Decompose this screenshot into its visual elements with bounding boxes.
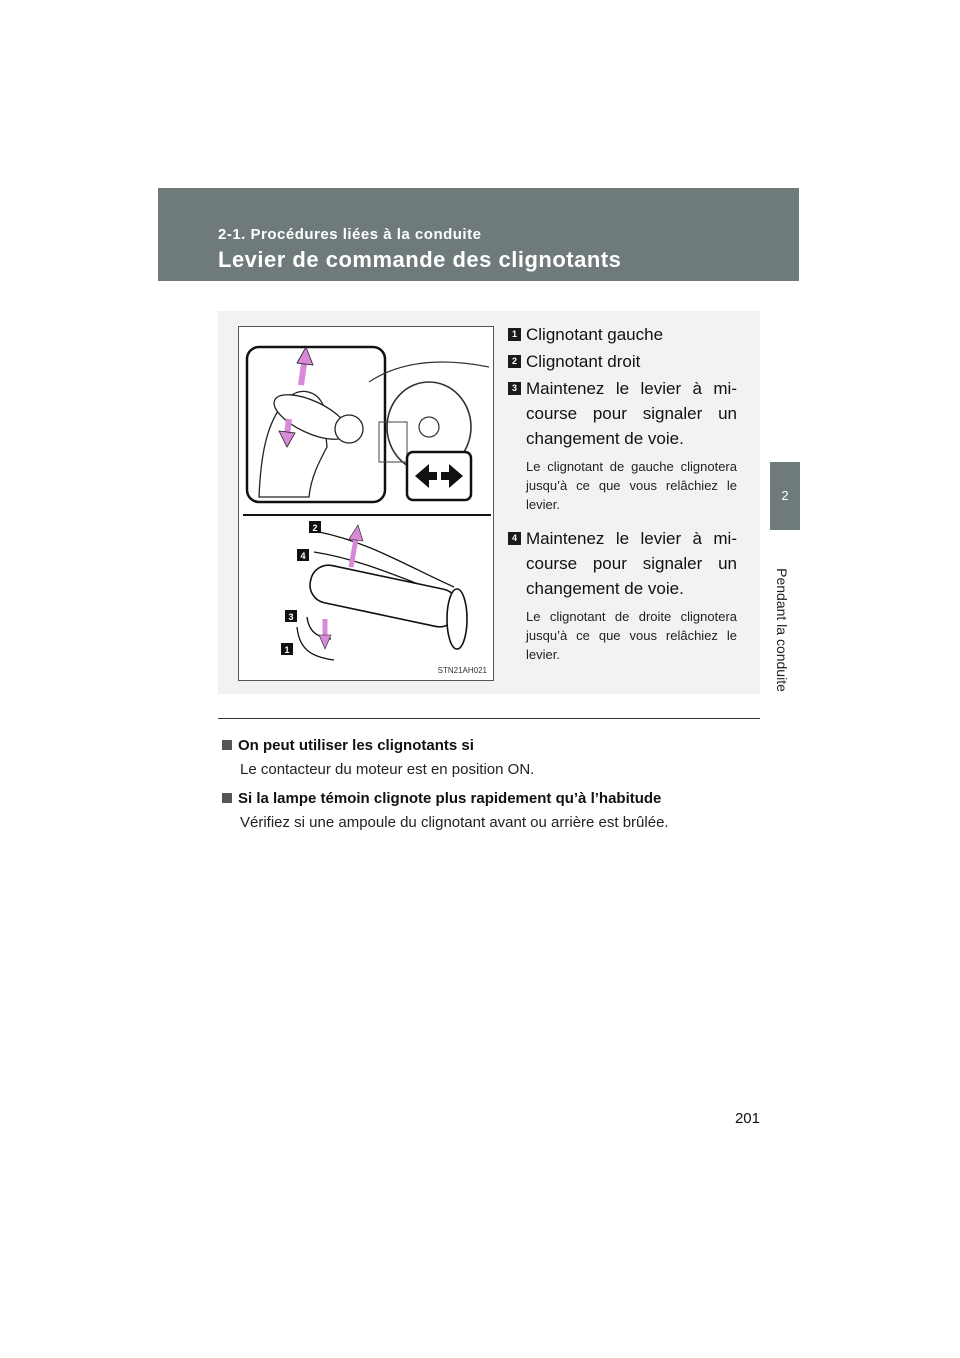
info-body-2: Vérifiez si une ampoule du clignotant avant ou arrière est brûlée. bbox=[240, 814, 669, 831]
step-number: 2 bbox=[508, 355, 521, 368]
figure-label-text: 2 bbox=[312, 523, 318, 533]
figure-label-text: 4 bbox=[300, 551, 306, 561]
lever-end bbox=[447, 589, 467, 649]
figure-label-text: 1 bbox=[284, 645, 290, 655]
step-number: 4 bbox=[508, 532, 521, 545]
divider bbox=[218, 718, 760, 719]
page-number: 201 bbox=[734, 1110, 760, 1127]
dash-line bbox=[369, 362, 489, 382]
chapter-number: 2 bbox=[781, 488, 789, 503]
chapter-tab[interactable] bbox=[770, 462, 800, 530]
info-body-1: Le contacteur du moteur est en position ON. bbox=[240, 761, 535, 778]
step-4-note: Le clignotant de droite clignotera jusqu’à ce que vous relâchiez le levier. bbox=[526, 609, 737, 662]
figure-code: STN21AH021 bbox=[437, 666, 487, 675]
page-title: Levier de commande des clignotants bbox=[218, 247, 622, 272]
step-2 bbox=[508, 349, 737, 374]
step-text: Clignotant gauche bbox=[526, 325, 664, 344]
bullet-square-icon bbox=[222, 740, 232, 750]
figure-label-text: 3 bbox=[288, 612, 294, 622]
step-list bbox=[508, 322, 737, 676]
turn-signal-illustration bbox=[238, 326, 494, 681]
step-3-note: Le clignotant de gauche clignotera jusqu’à ce que vous relâchiez le levier. bbox=[526, 459, 737, 512]
lever-base bbox=[335, 415, 363, 443]
up-arrow-2-icon bbox=[349, 525, 363, 541]
info-heading-2: Si la lampe témoin clignote plus rapidement qu’à l’habitude bbox=[222, 790, 762, 807]
step-1 bbox=[508, 322, 737, 347]
arc-1 bbox=[297, 627, 334, 660]
down-arrow-2-icon bbox=[319, 635, 331, 649]
chapter-label: Pendant la conduite bbox=[774, 568, 790, 692]
section-header bbox=[158, 188, 799, 281]
lower-lever bbox=[307, 562, 462, 630]
wheel-hub bbox=[419, 417, 439, 437]
step-number: 3 bbox=[508, 382, 521, 395]
lever-drawing bbox=[239, 327, 495, 682]
bullet-square-icon bbox=[222, 793, 232, 803]
step-text: Clignotant droit bbox=[526, 352, 641, 371]
step-3 bbox=[508, 376, 737, 451]
step-4 bbox=[508, 526, 737, 601]
step-text: Maintenez le levier à mi-course pour signaler un changement de voie. bbox=[526, 529, 737, 598]
step-text: Maintenez le levier à mi-course pour signaler un changement de voie. bbox=[526, 379, 737, 448]
step-number: 1 bbox=[508, 328, 521, 341]
info-heading-1: On peut utiliser les clignotants si bbox=[222, 737, 762, 754]
section-title: 2-1. Procédures liées à la conduite bbox=[218, 226, 482, 243]
